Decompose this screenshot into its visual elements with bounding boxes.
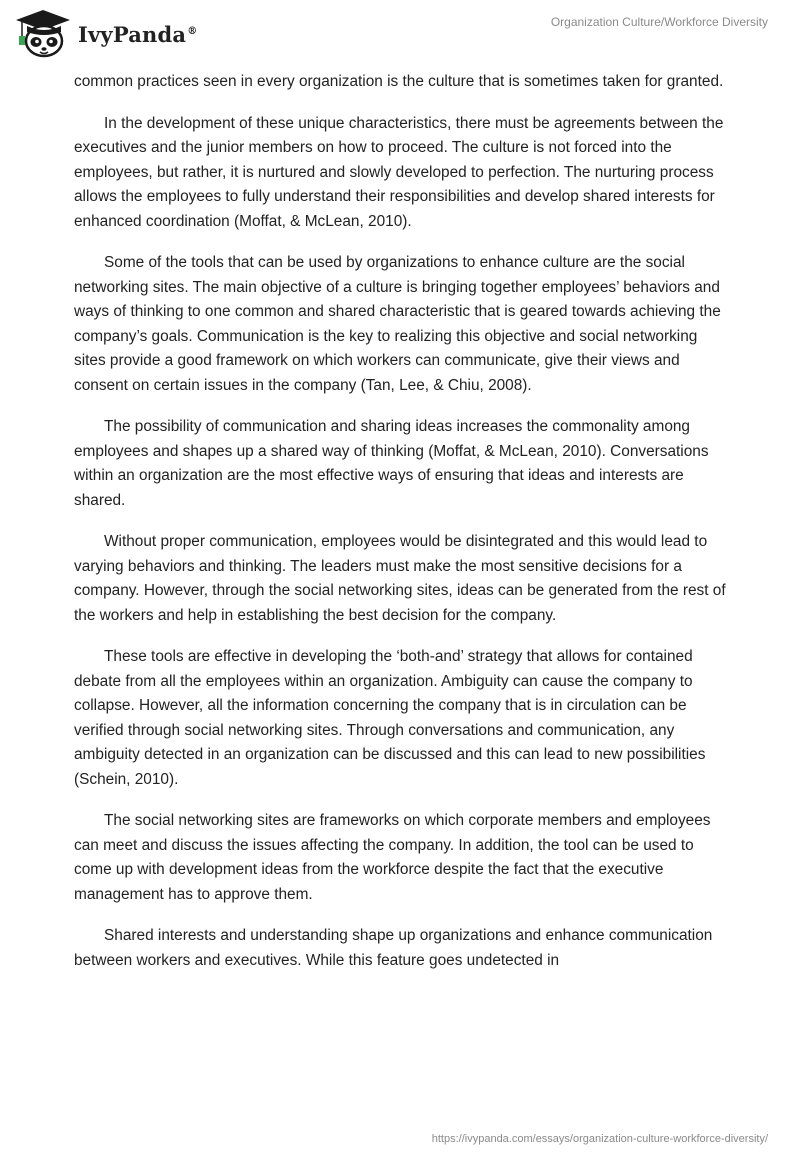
paragraph-4: The possibility of communication and sharing ideas increases the commonality among employees and shapes up a shared way of thinking (Moffat, & McLean, 2010). Conversations within an organization are the most effective ways of ensuring that ideas and interests are shared. [74, 418, 709, 509]
paragraph-3: Some of the tools that can be used by organizations to enhance culture are the social networking sites. The main objective of a culture is bringing together employees’ behaviors and ways of thinking to one common and shared characteristic that is geared towards achieving the company’s goals. Communication is the key to realizing this objective and social networking sites provide a good framework on which workers can communicate, give their views and consent on certain issues in the company (Tan, Lee, & Chiu, 2008). [74, 254, 721, 394]
paragraph-8: Shared interests and understanding shape up organizations and enhance communication between workers and executives. While this feature goes undetected in [74, 927, 713, 969]
paragraph-7: The social networking sites are frameworks on which corporate members and employees can meet and discuss the issues affecting the company. In addition, the tool can be used to come up with development ideas from the workforce despite the fact that the executive management has to approve them. [74, 812, 711, 903]
brand-name-text: IvyPanda [78, 21, 187, 47]
brand-logo[interactable] [14, 8, 197, 60]
essay-body [74, 70, 730, 990]
source-url[interactable]: https://ivypanda.com/essays/organization-culture-workforce-diversity/ [431, 1133, 768, 1145]
registered-mark: ® [187, 25, 198, 37]
paragraph-1: common practices seen in every organization is the culture that is sometimes taken for granted. [74, 73, 724, 90]
page-header [0, 0, 800, 70]
category-label: Organization Culture/Workforce Diversity [550, 15, 768, 29]
brand-name [78, 22, 197, 47]
paragraph-5: Without proper communication, employees would be disintegrated and this would lead to varying behaviors and thinking. The leaders must make the most sensitive decisions for a company. However, through the social networking sites, ideas can be generated from the rest of the workers and help in establishing the best decision for the company. [74, 533, 726, 624]
paragraph-6: These tools are effective in developing the ‘both-and’ strategy that allows for contained debate from all the employees within an organization. Ambiguity can cause the company to collapse. However, all the information concerning the company that is in circulation can be verified through social networking sites. Through conversations and communication, any ambiguity detected in an organization can be discussed and this can lead to new possibilities (Schein, 2010). [74, 648, 706, 788]
paragraph-2: In the development of these unique characteristics, there must be agreements between the executives and the junior members on how to proceed. The culture is not forced into the employees, but rather, it is nurtured and slowly developed to perfection. The nurturing process allows the employees to fully understand their responsibilities and develop shared interests for enhanced coordination (Moffat, & McLean, 2010). [74, 114, 724, 230]
panda-graduation-cap-icon [14, 8, 72, 60]
